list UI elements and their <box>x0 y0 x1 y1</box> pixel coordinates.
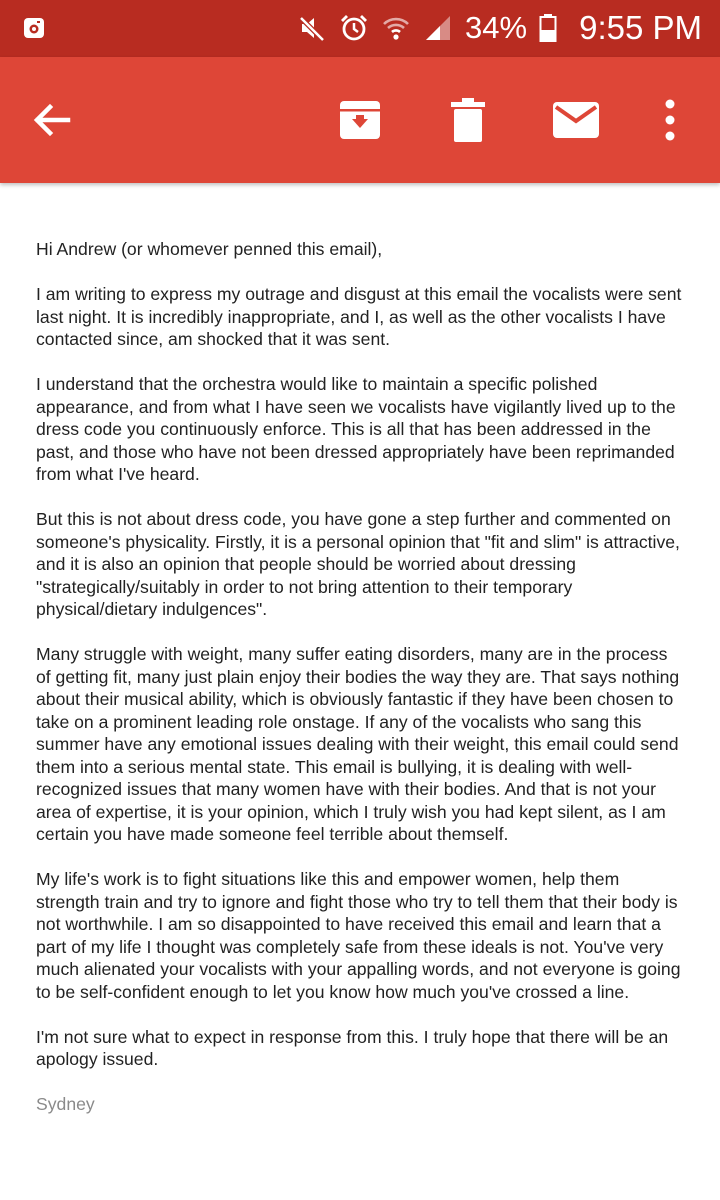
email-paragraph: I understand that the orchestra would like to maintain a specific polished appearance, and from what I have seen we vocalists have vigilantly lived up to the dress code you continuously enforce. This is all that has been addressed in the past, and those who have not been dressed appropriately have been reprimanded from what I've heard. <box>36 374 676 484</box>
wifi-icon <box>381 13 411 43</box>
mark-unread-button[interactable] <box>546 90 606 150</box>
alarm-icon <box>339 13 369 43</box>
back-arrow-icon <box>30 98 74 142</box>
clock: 9:55 PM <box>579 9 702 46</box>
email-paragraph: But this is not about dress code, you have gone a step further and commented on someone's physicality. Firstly, it is a personal opinion that "fit and slim" is attractive, and it is also an opinion that people should be worried about dressing "strategically/suitably in order to not bring attention to their temporary physical/dietary indulgences". <box>36 509 680 619</box>
email-body <box>36 238 686 1138</box>
signal-icon <box>423 13 453 43</box>
battery-percent: 34% <box>465 10 528 45</box>
email-paragraph: I'm not sure what to expect in response from this. I truly hope that there will be an apology issued. <box>36 1026 669 1069</box>
battery-icon <box>539 13 557 43</box>
app-bar <box>0 57 720 183</box>
mute-icon <box>297 13 327 43</box>
screenshot-icon <box>22 16 46 40</box>
email-paragraph: My life's work is to fight situations like this and empower women, help them strength train and try to ignore and fight those who try to tell them that their body is not worthwhile. I am so disappointed to have received this email and learn that a part of my life I thought was completely safe from these ideals is not. You've very much alienated your vocalists with your appalling words, and not everyone is going to be self-confident enough to let you know how much you've crossed a line. <box>36 869 681 1002</box>
archive-button[interactable] <box>330 90 390 150</box>
archive-icon <box>337 97 383 143</box>
signature: Sydney <box>36 1094 95 1114</box>
more-vert-icon <box>662 98 678 142</box>
back-button[interactable] <box>22 90 82 150</box>
status-bar <box>0 0 720 57</box>
delete-button[interactable] <box>438 90 498 150</box>
email-paragraph: I am writing to express my outrage and disgust at this email the vocalists were sent last night. It is incredibly inappropriate, and I, as well as the other vocalists I have contacted since, am shocked that it was sent. <box>36 284 682 349</box>
status-icons <box>297 8 702 48</box>
more-options-button[interactable] <box>640 90 700 150</box>
email-paragraph: Many struggle with weight, many suffer eating disorders, many are in the process of getting fit, many just plain enjoy their bodies the way they are. That says nothing about their musical ability, which is obviously fantastic if they have been chosen to take on a prominent leading role onstage. If any of the vocalists who sang this summer have any emotional issues dealing with their weight, this email could send them into a serious mental state. This email is bullying, it is dealing with well-recognized issues that many women have with their bodies. And that is not your area of expertise, it is your opinion, which I truly wish you had kept silent, as I am certain you have made someone feel terrible about themself. <box>36 644 680 844</box>
greeting: Hi Andrew (or whomever penned this email), <box>36 239 383 259</box>
mail-icon <box>552 101 600 139</box>
trash-icon <box>448 97 488 143</box>
